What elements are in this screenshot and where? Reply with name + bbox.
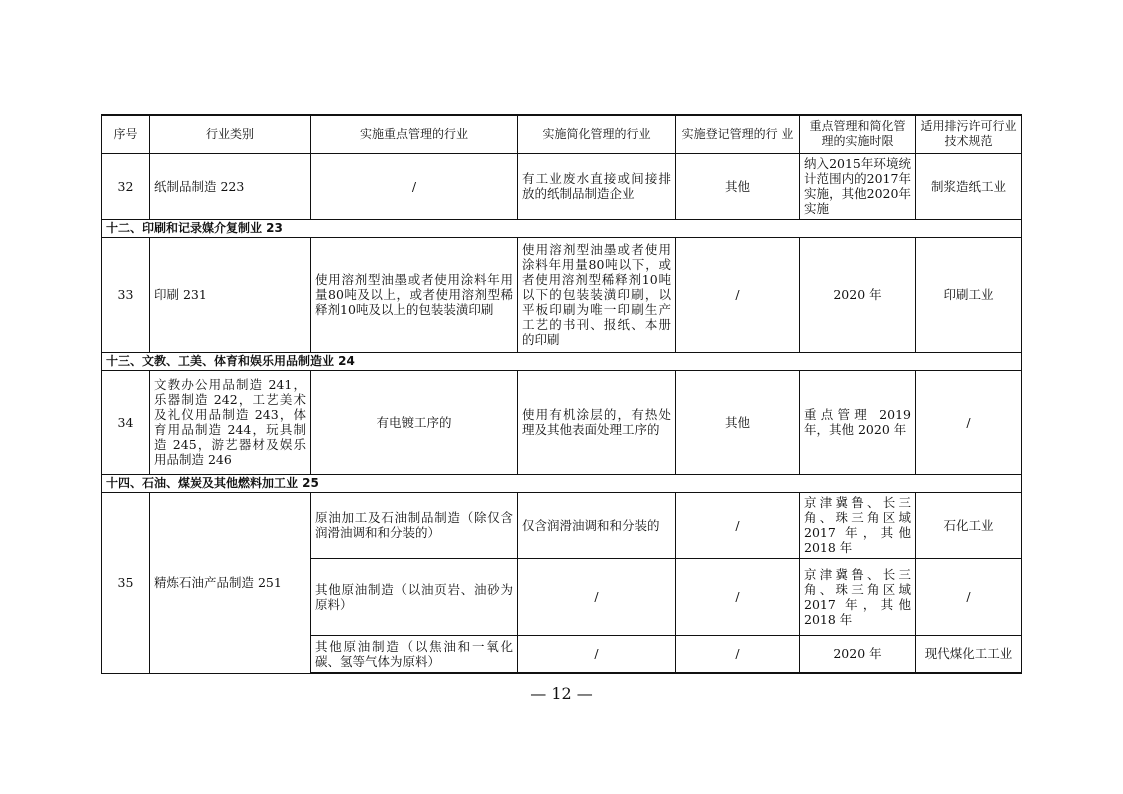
- row-simplified-management: /: [518, 635, 676, 673]
- row-key-management: 其他原油制造（以焦油和一氧化碳、氢等气体为原料）: [311, 635, 518, 673]
- row-technical-spec: /: [916, 558, 1022, 635]
- table-row-33: [102, 237, 1022, 352]
- row-serial: 34: [102, 370, 150, 474]
- row-deadline: 2020 年: [800, 237, 916, 352]
- header-serial: 序号: [102, 115, 150, 153]
- row-deadline: 京津冀鲁、长三角、珠三角区域 2017 年，其他 2018 年: [800, 558, 916, 635]
- permit-classification-table: [101, 114, 1022, 674]
- row-technical-spec: 现代煤化工工业: [916, 635, 1022, 673]
- row-simplified-management: 使用有机涂层的，有热处理及其他表面处理工序的: [518, 370, 676, 474]
- header-simplified-management: 实施简化管理的行业: [518, 115, 676, 153]
- row-registration-management: /: [676, 237, 800, 352]
- row-deadline: 京津冀鲁、长三角、珠三角区域 2017 年，其他 2018 年: [800, 492, 916, 558]
- row-registration-management: /: [676, 558, 800, 635]
- row-key-management: 原油加工及石油制品制造（除仅含润滑油调和和分装的）: [311, 492, 518, 558]
- row-registration-management: 其他: [676, 153, 800, 219]
- table-row-32: [102, 153, 1022, 219]
- section-heading: 十四、石油、煤炭及其他燃料加工业 25: [102, 474, 1022, 492]
- row-technical-spec: 制浆造纸工业: [916, 153, 1022, 219]
- row-simplified-management: /: [518, 558, 676, 635]
- table-header-row: [102, 115, 1022, 153]
- row-key-management: 其他原油制造（以油页岩、油砂为原料）: [311, 558, 518, 635]
- row-key-management: 使用溶剂型油墨或者使用涂料年用量80吨及以上，或者使用溶剂型稀释剂10吨及以上的包装装潢印刷: [311, 237, 518, 352]
- row-technical-spec: /: [916, 370, 1022, 474]
- row-registration-management: /: [676, 492, 800, 558]
- row-serial: 35: [102, 492, 150, 673]
- table-row-35-a: [102, 492, 1022, 558]
- row-key-management: 有电镀工序的: [311, 370, 518, 474]
- row-deadline: 纳入2015年环境统计范围内的2017年实施，其他2020年实施: [800, 153, 916, 219]
- row-simplified-management: 有工业废水直接或间接排放的纸制品制造企业: [518, 153, 676, 219]
- row-category: 纸制品制造 223: [150, 153, 311, 219]
- header-category: 行业类别: [150, 115, 311, 153]
- section-row-13: [102, 352, 1022, 370]
- header-technical-spec: 适用排污许可行业技术规范: [916, 115, 1022, 153]
- row-deadline: 2020 年: [800, 635, 916, 673]
- row-technical-spec: 印刷工业: [916, 237, 1022, 352]
- section-row-14: [102, 474, 1022, 492]
- page-number: — 12 —: [530, 684, 593, 703]
- row-technical-spec: 石化工业: [916, 492, 1022, 558]
- header-registration-management: 实施登记管理的行 业: [676, 115, 800, 153]
- header-key-management: 实施重点管理的行业: [311, 115, 518, 153]
- table-row-34: [102, 370, 1022, 474]
- row-registration-management: /: [676, 635, 800, 673]
- row-category: 精炼石油产品制造 251: [150, 492, 311, 673]
- row-category: 文教办公用品制造 241，乐器制造 242，工艺美术及礼仪用品制造 243，体育用品制造 244，玩具制造 245，游艺器材及娱乐用品制造 246: [150, 370, 311, 474]
- row-serial: 33: [102, 237, 150, 352]
- row-category: 印刷 231: [150, 237, 311, 352]
- row-key-management: /: [311, 153, 518, 219]
- row-simplified-management: 仅含润滑油调和和分装的: [518, 492, 676, 558]
- row-simplified-management: 使用溶剂型油墨或者使用涂料年用量80吨以下，或者使用溶剂型稀释剂10吨以下的包装装潢印刷，以平板印刷为唯一印刷生产工艺的书刊、报纸、本册的印刷: [518, 237, 676, 352]
- header-deadline: 重点管理和简化管理的实施时限: [800, 115, 916, 153]
- row-registration-management: 其他: [676, 370, 800, 474]
- section-heading: 十三、文教、工美、体育和娱乐用品制造业 24: [102, 352, 1022, 370]
- row-serial: 32: [102, 153, 150, 219]
- section-heading: 十二、印刷和记录媒介复制业 23: [102, 219, 1022, 237]
- row-deadline: 重点管理 2019 年，其他 2020 年: [800, 370, 916, 474]
- section-row-12: [102, 219, 1022, 237]
